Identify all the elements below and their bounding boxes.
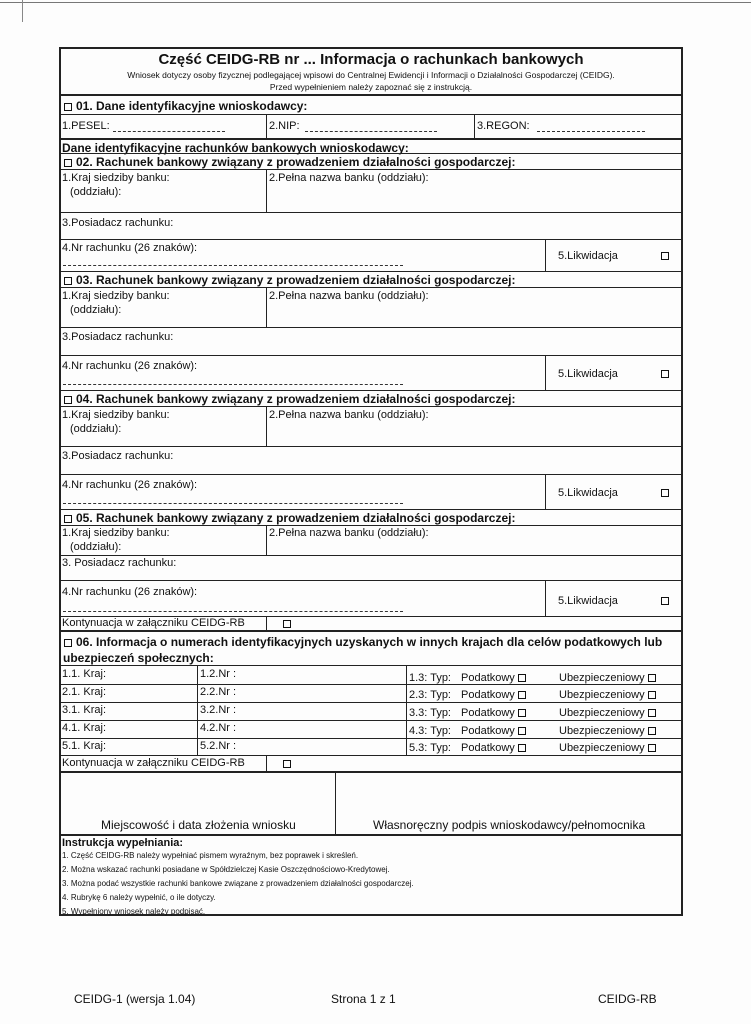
account-04-nazwa: 2.Pełna nazwa banku (oddziału):: [269, 409, 429, 421]
checkbox-icon[interactable]: [64, 515, 72, 523]
section-06-title-1: 06. Informacja o numerach identyfikacyjnych uzyskanych w innych krajach dla celów podatkowych lub: [76, 635, 663, 649]
section-06-header: [61, 630, 681, 665]
form-subtitle-2: Przed wypełnieniem należy zapoznać się z instrukcją.: [269, 82, 473, 92]
account-02-posiadacz: 3.Posiadacz rachunku:: [62, 217, 174, 229]
s06-row1-nr: 1.2.Nr :: [200, 668, 237, 680]
section-01-fields: [61, 114, 681, 138]
account-04-posiadacz: 3.Posiadacz rachunku:: [62, 450, 174, 462]
account-03-nr-input[interactable]: [63, 384, 403, 385]
account-02-nr-input[interactable]: [63, 265, 403, 266]
s06-row4-typ: 4.3: Typ:: [409, 725, 451, 737]
instruction-item: 3. Można podać wszystkie rachunki bankowe związane z prowadzeniem działalności gospodarczej.: [62, 879, 414, 888]
checkbox-icon[interactable]: [283, 760, 291, 768]
account-05-nazwa: 2.Pełna nazwa banku (oddziału):: [269, 527, 429, 539]
s06-row1-kraj: 1.1. Kraj:: [62, 668, 107, 680]
footer-right: CEIDG-RB: [598, 992, 657, 1006]
account-05-likwidacja: 5.Likwidacja: [558, 595, 618, 607]
account-04-title: 04. Rachunek bankowy związany z prowadzeniem działalności gospodarczej:: [76, 392, 516, 406]
checkbox-icon[interactable]: [661, 252, 669, 260]
account-03-number: [61, 355, 681, 390]
checkbox-icon[interactable]: [518, 709, 526, 717]
checkbox-icon[interactable]: [648, 709, 656, 717]
s06-row3-typ: 3.3: Typ:: [409, 707, 451, 719]
account-05-owner: [61, 555, 681, 580]
signature-section: [61, 771, 681, 834]
checkbox-icon[interactable]: [518, 744, 526, 752]
account-04-kraj: 1.Kraj siedziby banku:: [62, 409, 170, 421]
s06-row2-kraj: 2.1. Kraj:: [62, 686, 107, 698]
section-01-title: 01. Dane identyfikacyjne wnioskodawcy:: [76, 99, 308, 113]
account-05-number: [61, 580, 681, 616]
account-03-owner: [61, 327, 681, 355]
accounts-continuation: [61, 616, 681, 630]
account-04-bank: [61, 406, 681, 446]
s06-row5-ube: Ubezpieczeniowy: [559, 742, 645, 754]
s06-row1-ube: Ubezpieczeniowy: [559, 672, 645, 684]
checkbox-icon[interactable]: [64, 277, 72, 285]
accounts-header: [61, 138, 681, 153]
instructions-title: Instrukcja wypełniania:: [62, 837, 184, 849]
account-04-number: [61, 474, 681, 509]
instruction-item: 5. Wypełniony wniosek należy podpisać.: [62, 907, 206, 916]
s06-row1-typ: 1.3: Typ:: [409, 672, 451, 684]
instruction-item: 2. Można wskazać rachunki posiadane w Spółdzielczej Kasie Oszczędnościowo-Kredytowej.: [62, 865, 390, 874]
checkbox-icon[interactable]: [648, 727, 656, 735]
checkbox-icon[interactable]: [661, 370, 669, 378]
s06-row2-pod: Podatkowy: [461, 689, 515, 701]
account-03-nazwa: 2.Pełna nazwa banku (oddziału):: [269, 290, 429, 302]
accounts-header-text: Dane identyfikacyjne rachunków bankowych wnioskodawcy:: [62, 141, 409, 155]
account-02-header: [61, 153, 681, 169]
nip-input[interactable]: [305, 131, 437, 132]
account-03-kraj: 1.Kraj siedziby banku:: [62, 290, 170, 302]
regon-input[interactable]: [537, 131, 645, 132]
form-subtitle-1: Wniosek dotyczy osoby fizycznej podlegającej wpisowi do Centralnej Ewidencji i Informacji o Działalności Gospodarczej (CEIDG).: [127, 70, 615, 80]
form-title: Część CEIDG-RB nr ... Informacja o rachunkach bankowych: [158, 51, 584, 68]
checkbox-icon[interactable]: [648, 691, 656, 699]
account-02-number: [61, 239, 681, 271]
place-date-label: Miejscowość i data złożenia wniosku: [101, 818, 296, 832]
footer-left: CEIDG-1 (wersja 1.04): [74, 992, 196, 1006]
account-05-posiadacz: 3. Posiadacz rachunku:: [62, 557, 177, 569]
s06-row2-typ: 2.3: Typ:: [409, 689, 451, 701]
s06-row3-kraj: 3.1. Kraj:: [62, 704, 107, 716]
s06-row3-pod: Podatkowy: [461, 707, 515, 719]
account-02-kraj: 1.Kraj siedziby banku:: [62, 172, 170, 184]
account-02-owner: [61, 212, 681, 239]
account-04-likwidacja: 5.Likwidacja: [558, 487, 618, 499]
checkbox-icon[interactable]: [518, 691, 526, 699]
s06-row5-kraj: 5.1. Kraj:: [62, 740, 107, 752]
account-02-bank: [61, 169, 681, 212]
checkbox-icon[interactable]: [661, 489, 669, 497]
account-05-title: 05. Rachunek bankowy związany z prowadzeniem działalności gospodarczej:: [76, 511, 516, 525]
s06-row5-nr: 5.2.Nr :: [200, 740, 237, 752]
s06-row4-pod: Podatkowy: [461, 725, 515, 737]
s06-row2-nr: 2.2.Nr :: [200, 686, 237, 698]
account-02-nazwa: 2.Pełna nazwa banku (oddziału):: [269, 172, 429, 184]
s06-row1-pod: Podatkowy: [461, 672, 515, 684]
s06-row3-ube: Ubezpieczeniowy: [559, 707, 645, 719]
checkbox-icon[interactable]: [648, 674, 656, 682]
account-03-nr: 4.Nr rachunku (26 znaków):: [62, 360, 198, 372]
signature-label: Własnoręczny podpis wnioskodawcy/pełnomocnika: [373, 818, 646, 832]
instruction-item: 1. Część CEIDG-RB należy wypełniać pismem wyraźnym, bez poprawek i skreśleń.: [62, 851, 359, 860]
form: [59, 47, 683, 916]
checkbox-icon[interactable]: [64, 396, 72, 404]
account-05-bank: [61, 525, 681, 555]
pesel-label: 1.PESEL:: [62, 120, 110, 132]
account-03-header: [61, 271, 681, 287]
s06-row5-typ: 5.3: Typ:: [409, 742, 451, 754]
section-06-table: [61, 665, 681, 755]
account-02-likwidacja: 5.Likwidacja: [558, 250, 618, 262]
account-03-title: 03. Rachunek bankowy związany z prowadzeniem działalności gospodarczej:: [76, 273, 516, 287]
account-02-oddzial: (oddziału):: [70, 186, 122, 198]
account-05-header: [61, 509, 681, 525]
account-03-likwidacja: 5.Likwidacja: [558, 368, 618, 380]
page-edge-line: [0, 2, 751, 3]
section-01-header: [61, 94, 681, 114]
section-06-title-2: ubezpieczeń społecznych:: [63, 651, 214, 665]
s06-row5-pod: Podatkowy: [461, 742, 515, 754]
s06-row2-ube: Ubezpieczeniowy: [559, 689, 645, 701]
account-04-oddzial: (oddziału):: [70, 423, 122, 435]
footer-center: Strona 1 z 1: [331, 992, 396, 1006]
scan-mark: [22, 0, 23, 22]
account-04-nr-input[interactable]: [63, 503, 403, 504]
s06-row4-nr: 4.2.Nr :: [200, 722, 237, 734]
account-04-header: [61, 390, 681, 406]
account-05-oddzial: (oddziału):: [70, 541, 122, 553]
s06-row4-kraj: 4.1. Kraj:: [62, 722, 107, 734]
account-05-nr: 4.Nr rachunku (26 znaków):: [62, 586, 198, 598]
checkbox-icon[interactable]: [661, 597, 669, 605]
account-02-title: 02. Rachunek bankowy związany z prowadzeniem działalności gospodarczej:: [76, 155, 516, 169]
checkbox-icon[interactable]: [64, 639, 72, 647]
nip-label: 2.NIP:: [269, 120, 300, 132]
account-02-nr: 4.Nr rachunku (26 znaków):: [62, 242, 198, 254]
instruction-item: 4. Rubrykę 6 należy wypełnić, o ile dotyczy.: [62, 893, 216, 902]
checkbox-icon[interactable]: [283, 620, 291, 628]
regon-label: 3.REGON:: [477, 120, 530, 132]
account-04-owner: [61, 446, 681, 474]
instructions: [61, 834, 681, 916]
account-03-posiadacz: 3.Posiadacz rachunku:: [62, 331, 174, 343]
checkbox-icon[interactable]: [64, 103, 72, 111]
account-05-kraj: 1.Kraj siedziby banku:: [62, 527, 170, 539]
account-05-nr-input[interactable]: [63, 611, 403, 612]
checkbox-icon[interactable]: [64, 159, 72, 167]
s06-continuation-label: Kontynuacja w załączniku CEIDG-RB: [62, 757, 245, 769]
checkbox-icon[interactable]: [518, 674, 526, 682]
s06-row4-ube: Ubezpieczeniowy: [559, 725, 645, 737]
account-03-oddzial: (oddziału):: [70, 304, 122, 316]
account-03-bank: [61, 287, 681, 327]
accounts-continuation-label: Kontynuacja w załączniku CEIDG-RB: [62, 617, 245, 629]
account-04-nr: 4.Nr rachunku (26 znaków):: [62, 479, 198, 491]
s06-row3-nr: 3.2.Nr :: [200, 704, 237, 716]
checkbox-icon[interactable]: [518, 727, 526, 735]
s06-continuation: [61, 755, 681, 771]
pesel-input[interactable]: [113, 131, 225, 132]
checkbox-icon[interactable]: [648, 744, 656, 752]
